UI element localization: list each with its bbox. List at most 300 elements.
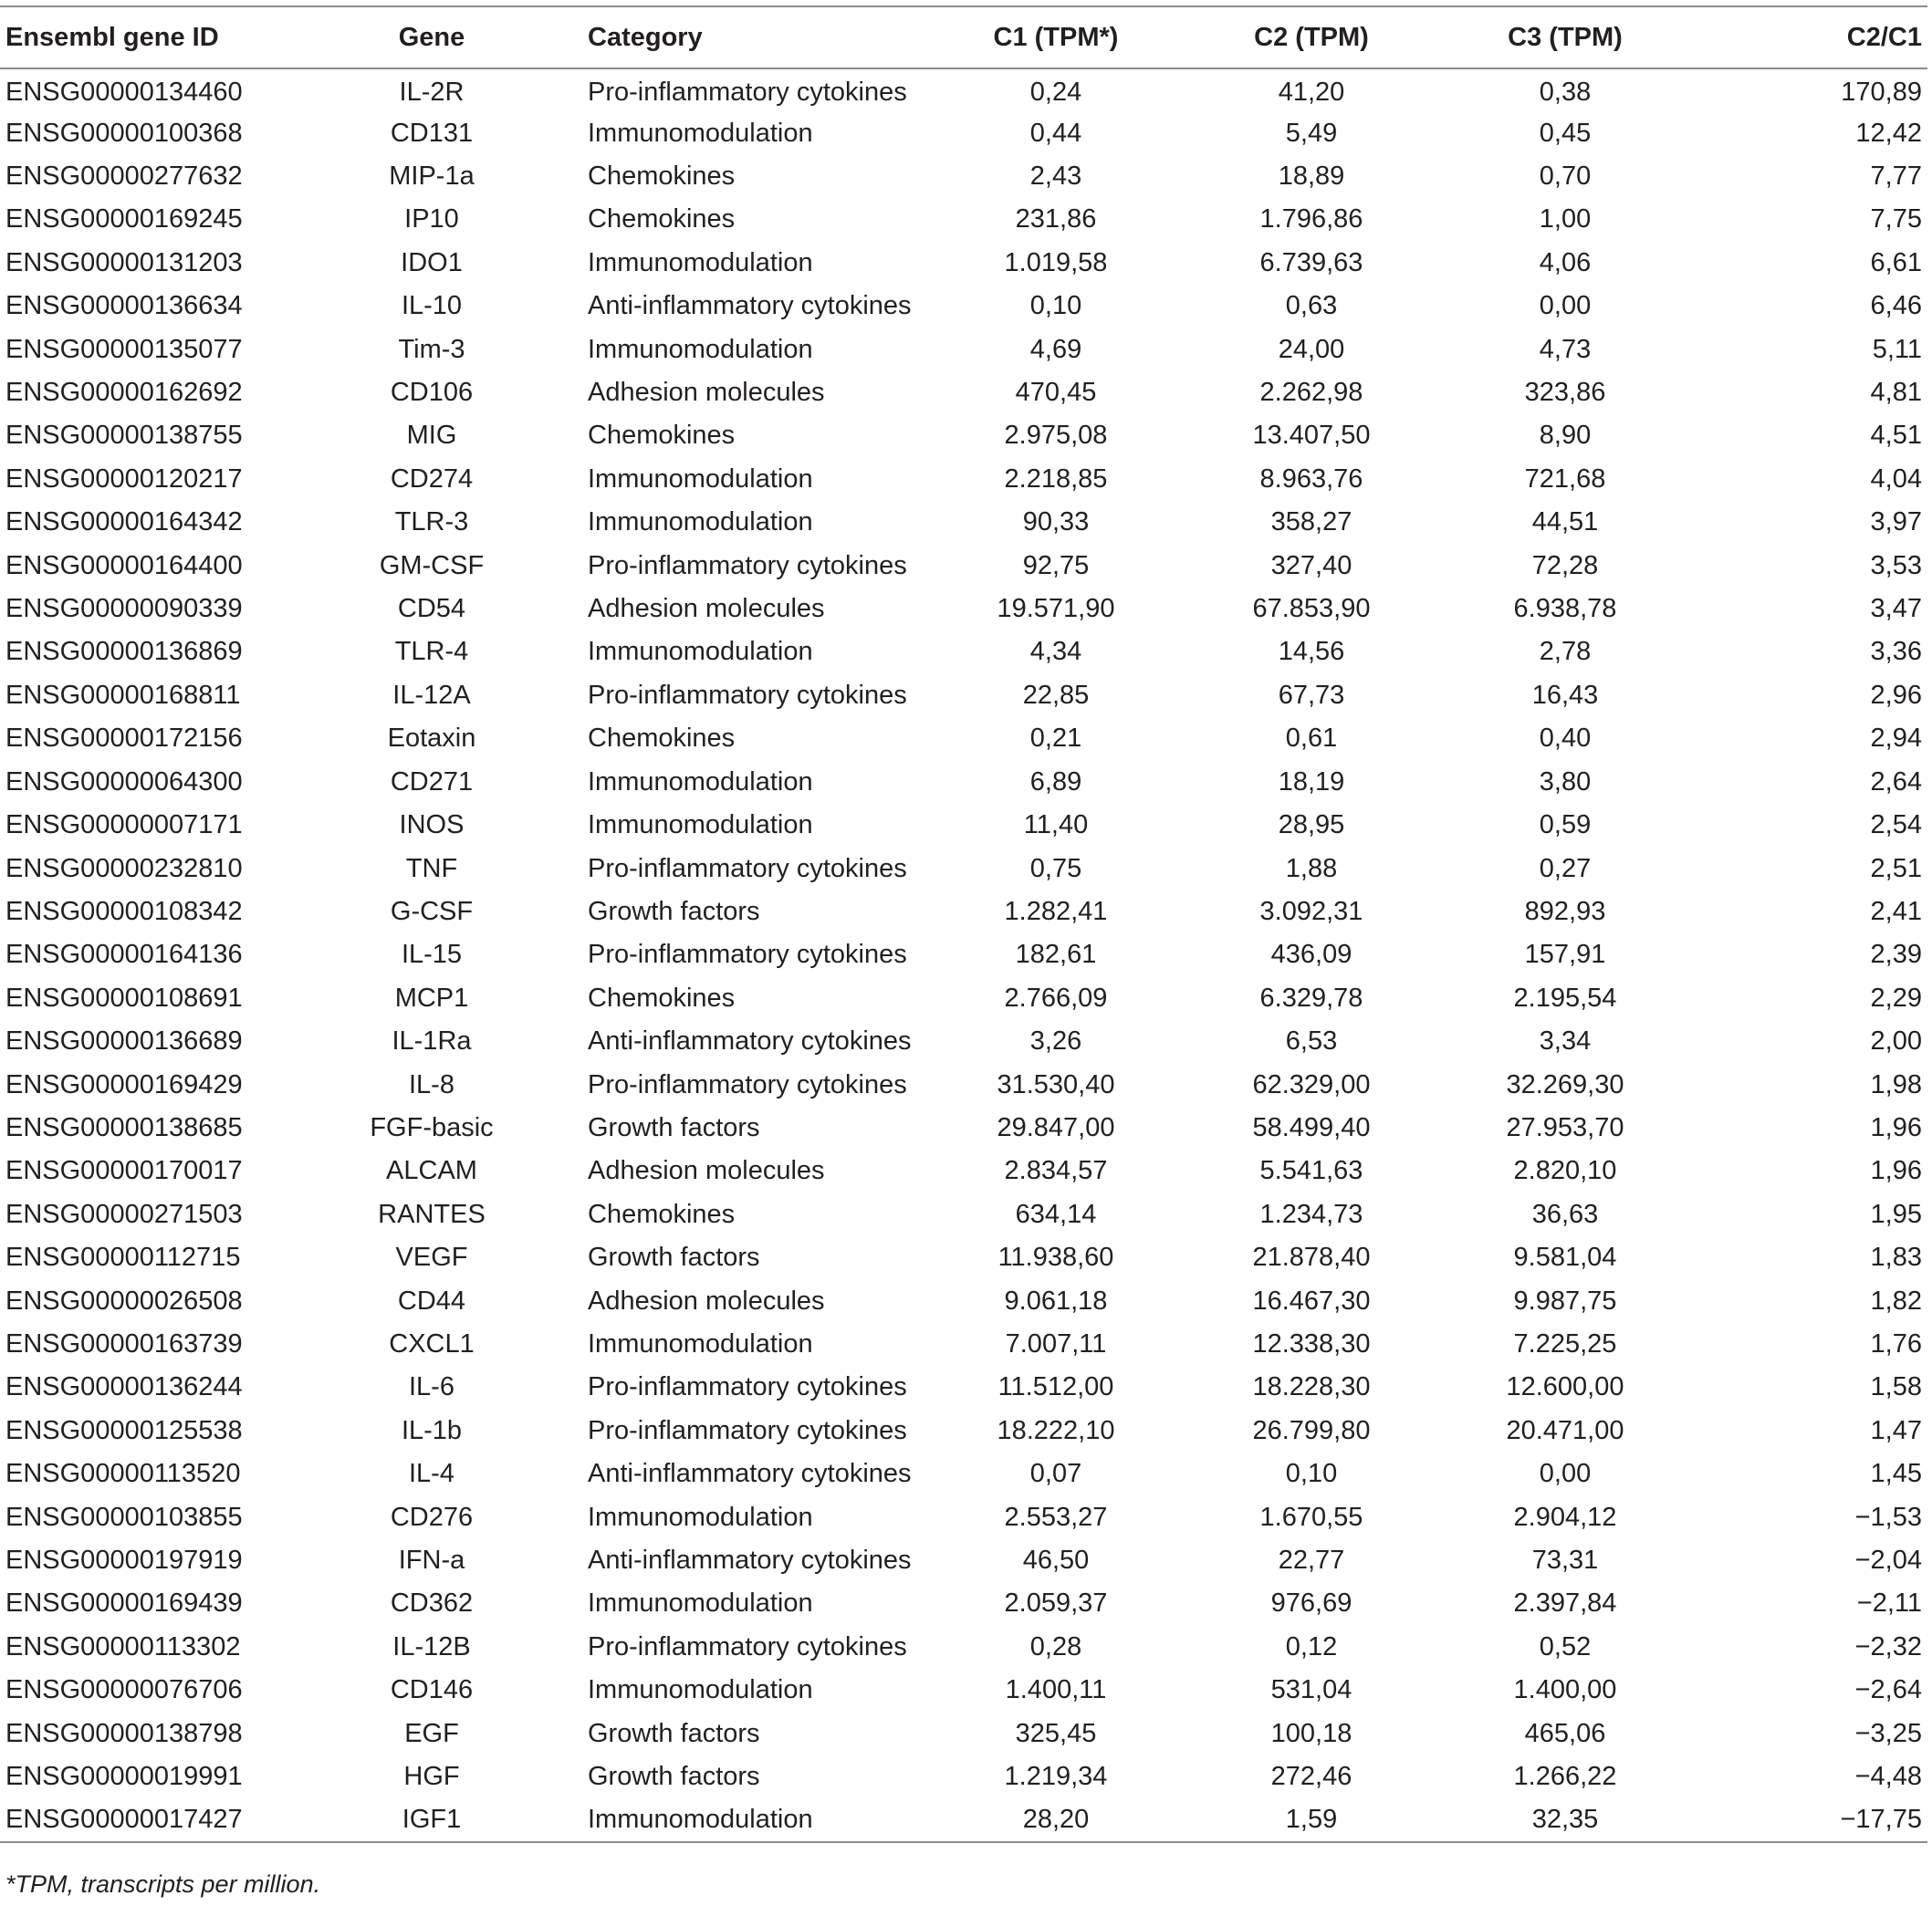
table-row [0, 1453, 1927, 1495]
cell-c3: 73,31 [1531, 1546, 1599, 1576]
cell-c1: 2.834,57 [1004, 1156, 1108, 1186]
cell-c1: 2.553,27 [1004, 1502, 1108, 1532]
cell-gene: VEGF [395, 1243, 468, 1273]
table-row [0, 1410, 1927, 1453]
cell-ensembl-id: ENSG00000232810 [5, 853, 243, 883]
cell-ratio: 1,47 [1870, 1415, 1922, 1445]
cell-ensembl-id: ENSG00000169429 [5, 1069, 243, 1099]
cell-gene: MIP-1a [389, 161, 475, 192]
cell-c2: 21.878,40 [1252, 1243, 1371, 1273]
cell-c1: 2.059,37 [1004, 1588, 1108, 1619]
cell-ensembl-id: ENSG00000277632 [5, 161, 243, 192]
cell-c1: 9.061,18 [1004, 1286, 1108, 1316]
cell-ensembl-id: ENSG00000103855 [5, 1502, 243, 1532]
cell-c3: 1,00 [1539, 204, 1592, 234]
cell-gene: IL-6 [409, 1372, 454, 1402]
cell-c1: 29.847,00 [997, 1112, 1115, 1142]
cell-ensembl-id: ENSG00000138755 [5, 421, 243, 451]
cell-c3: 0,70 [1539, 161, 1592, 192]
cell-c1: 11,40 [1023, 810, 1089, 840]
cell-gene: MIG [406, 421, 457, 451]
cell-c2: 3.092,31 [1259, 896, 1363, 926]
cell-c3: 0,00 [1539, 1459, 1592, 1489]
cell-category: Immunomodulation [588, 1804, 813, 1834]
cell-gene: CXCL1 [389, 1328, 475, 1359]
cell-ratio: 1,96 [1870, 1156, 1922, 1186]
cell-ensembl-id: ENSG00000271503 [5, 1199, 243, 1229]
cell-c2: 100,18 [1270, 1718, 1352, 1748]
cell-category: Immunomodulation [588, 463, 813, 494]
table-row [0, 761, 1927, 804]
table-row [0, 674, 1927, 717]
cell-category: Adhesion molecules [588, 1156, 825, 1186]
cell-ratio: 3,47 [1870, 594, 1922, 624]
cell-ensembl-id: ENSG00000164136 [5, 940, 243, 970]
cell-c3: 36,63 [1531, 1199, 1599, 1229]
cell-c2: 12.338,30 [1252, 1328, 1371, 1359]
cell-gene: IL-10 [401, 291, 463, 321]
cell-c3: 4,06 [1539, 247, 1592, 277]
table-row [0, 1063, 1927, 1106]
cell-c2: 358,27 [1270, 507, 1352, 537]
cell-ratio: −2,32 [1854, 1631, 1922, 1661]
cell-category: Adhesion molecules [588, 594, 825, 624]
cell-ensembl-id: ENSG00000170017 [5, 1156, 243, 1186]
cell-ensembl-id: ENSG00000168811 [5, 680, 241, 710]
cell-gene: IL-1b [401, 1415, 463, 1445]
cell-c2: 272,46 [1270, 1762, 1352, 1792]
table-row [0, 111, 1927, 154]
cell-c1: 2.975,08 [1004, 421, 1108, 451]
cell-ratio: 4,81 [1870, 378, 1922, 408]
cell-c2: 62.329,00 [1252, 1069, 1371, 1099]
cell-ratio: 1,58 [1870, 1372, 1922, 1402]
cell-c3: 2.820,10 [1513, 1156, 1617, 1186]
cell-c3: 72,28 [1531, 550, 1599, 580]
cell-c3: 2.195,54 [1513, 983, 1617, 1013]
cell-c3: 0,40 [1539, 724, 1592, 754]
cell-gene: CD276 [390, 1502, 474, 1532]
cell-ratio: −2,11 [1856, 1588, 1922, 1619]
cell-category: Anti-inflammatory cytokines [588, 1026, 912, 1057]
cell-c1: 634,14 [1015, 1199, 1097, 1229]
table-row [0, 804, 1927, 847]
cell-category: Immunomodulation [588, 1328, 813, 1359]
cell-ratio: 6,61 [1870, 247, 1922, 277]
cell-c2: 0,63 [1285, 291, 1338, 321]
cell-c2: 24,00 [1278, 334, 1345, 364]
cell-c2: 22,77 [1278, 1546, 1345, 1576]
cell-c1: 0,24 [1029, 77, 1082, 107]
cell-ratio: 2,39 [1870, 940, 1922, 970]
cell-c3: 3,80 [1539, 766, 1592, 797]
table-row [0, 1366, 1927, 1409]
cell-gene: CD131 [390, 118, 474, 148]
table-row [0, 1020, 1927, 1063]
cell-category: Immunomodulation [588, 766, 813, 797]
table-row [0, 501, 1927, 544]
cell-ratio: 3,53 [1870, 550, 1922, 580]
cell-category: Growth factors [588, 896, 760, 926]
cell-c1: 325,45 [1015, 1718, 1097, 1748]
cell-c1: 90,33 [1022, 507, 1090, 537]
table-row [0, 68, 1927, 111]
cell-c2: 531,04 [1270, 1675, 1352, 1705]
cell-c1: 22,85 [1022, 680, 1090, 710]
cell-ratio: 1,76 [1870, 1328, 1922, 1359]
cell-gene: GM-CSF [379, 550, 485, 580]
cell-c2: 16.467,30 [1252, 1286, 1371, 1316]
table-row [0, 414, 1927, 457]
cell-gene: CD54 [397, 594, 466, 624]
table-row [0, 371, 1927, 414]
cell-gene: IP10 [404, 204, 459, 234]
cell-category: Pro-inflammatory cytokines [588, 77, 907, 107]
cell-c1: 7.007,11 [1005, 1328, 1107, 1359]
cell-category: Pro-inflammatory cytokines [588, 940, 907, 970]
cell-ensembl-id: ENSG00000100368 [5, 118, 243, 148]
cell-gene: CD274 [390, 463, 474, 494]
cell-c2: 18,19 [1278, 766, 1345, 797]
cell-c2: 58.499,40 [1252, 1112, 1371, 1142]
cell-category: Growth factors [588, 1762, 760, 1792]
cell-c1: 0,28 [1029, 1631, 1082, 1661]
cell-gene: MCP1 [394, 983, 469, 1013]
cell-c3: 0,38 [1539, 77, 1592, 107]
cell-ratio: 5,11 [1872, 334, 1922, 364]
cell-c3: 892,93 [1524, 896, 1606, 926]
cell-category: Chemokines [588, 161, 736, 192]
cell-c2: 6.739,63 [1259, 247, 1363, 277]
cell-c1: 4,34 [1029, 637, 1082, 667]
cell-ratio: −4,48 [1854, 1762, 1922, 1792]
cell-ensembl-id: ENSG00000134460 [5, 77, 243, 107]
cell-ensembl-id: ENSG00000113520 [5, 1459, 241, 1489]
table-row [0, 1712, 1927, 1755]
cell-c3: 8,90 [1539, 421, 1592, 451]
table-row [0, 891, 1927, 933]
cell-c2: 5.541,63 [1259, 1156, 1363, 1186]
cell-ensembl-id: ENSG00000120217 [5, 463, 243, 494]
cell-c2: 0,61 [1285, 724, 1338, 754]
table-row [0, 1323, 1927, 1366]
cell-ensembl-id: ENSG00000164342 [5, 507, 243, 537]
cell-c3: 0,00 [1539, 291, 1592, 321]
table-body [0, 68, 1927, 1842]
table-row [0, 1669, 1927, 1712]
cell-gene: ALCAM [386, 1156, 477, 1186]
cell-c2: 436,09 [1270, 940, 1352, 970]
cell-gene: IL-2R [399, 77, 465, 107]
cell-category: Pro-inflammatory cytokines [588, 1069, 907, 1099]
cell-ratio: 1,83 [1870, 1243, 1922, 1273]
cell-category: Immunomodulation [588, 507, 813, 537]
cell-gene: G-CSF [390, 896, 474, 926]
header-c1: C1 (TPM*) [993, 22, 1119, 52]
cell-gene: TNF [405, 853, 458, 883]
cell-ratio: 2,94 [1870, 724, 1922, 754]
cell-ratio: 2,54 [1870, 810, 1922, 840]
cell-ensembl-id: ENSG00000162692 [5, 378, 243, 408]
cell-ensembl-id: ENSG00000090339 [5, 594, 243, 624]
table-footnote: *TPM, transcripts per million. [5, 1870, 321, 1898]
cell-category: Adhesion molecules [588, 1286, 825, 1316]
cell-gene: IL-8 [409, 1069, 454, 1099]
cell-c3: 1.400,00 [1513, 1675, 1617, 1705]
table-row [0, 242, 1927, 285]
cell-c3: 2.904,12 [1513, 1502, 1617, 1532]
cell-c2: 1,88 [1285, 853, 1338, 883]
cell-category: Pro-inflammatory cytokines [588, 1372, 907, 1402]
cell-c2: 18.228,30 [1252, 1372, 1371, 1402]
header-c2: C2 (TPM) [1254, 22, 1369, 52]
header-ensembl-id: Ensembl gene ID [5, 22, 219, 52]
cell-c2: 1.796,86 [1259, 204, 1363, 234]
cell-gene: RANTES [378, 1199, 486, 1229]
cell-ensembl-id: ENSG00000064300 [5, 766, 243, 797]
table-row [0, 1107, 1927, 1150]
cell-c1: 2.218,85 [1004, 463, 1108, 494]
cell-category: Anti-inflammatory cytokines [588, 1459, 912, 1489]
cell-c1: 11.938,60 [997, 1243, 1114, 1273]
cell-ratio: −17,75 [1840, 1804, 1922, 1834]
cell-ratio: 1,96 [1870, 1112, 1922, 1142]
cell-ratio: 2,96 [1870, 680, 1922, 710]
cell-ensembl-id: ENSG00000112715 [5, 1243, 241, 1273]
cell-category: Immunomodulation [588, 1675, 813, 1705]
cell-c3: 44,51 [1531, 507, 1599, 537]
cell-ratio: 2,64 [1870, 766, 1922, 797]
cell-ensembl-id: ENSG00000138685 [5, 1112, 243, 1142]
cell-c1: 470,45 [1015, 378, 1097, 408]
table-row [0, 1755, 1927, 1798]
cell-gene: CD146 [390, 1675, 474, 1705]
cell-c3: 32,35 [1531, 1804, 1599, 1834]
cell-c1: 1.019,58 [1004, 247, 1108, 277]
cell-c2: 1,59 [1285, 1804, 1338, 1834]
cell-category: Anti-inflammatory cytokines [588, 291, 912, 321]
cell-gene: IL-1Ra [392, 1026, 472, 1057]
cell-c3: 0,59 [1539, 810, 1592, 840]
cell-c3: 9.987,75 [1513, 1286, 1617, 1316]
cell-ratio: −1,53 [1854, 1502, 1922, 1532]
cell-category: Growth factors [588, 1718, 760, 1748]
cell-c2: 6,53 [1285, 1026, 1338, 1057]
cell-ensembl-id: ENSG00000108342 [5, 896, 243, 926]
cell-c2: 5,49 [1285, 118, 1338, 148]
cell-c2: 976,69 [1270, 1588, 1352, 1619]
table-row [0, 933, 1927, 976]
cell-ratio: 1,98 [1870, 1069, 1922, 1099]
cell-c2: 0,12 [1285, 1631, 1338, 1661]
cell-c3: 0,45 [1539, 118, 1592, 148]
cell-c3: 32.269,30 [1506, 1069, 1624, 1099]
cell-c3: 16,43 [1531, 680, 1599, 710]
cell-category: Immunomodulation [588, 247, 813, 277]
cell-c2: 28,95 [1278, 810, 1345, 840]
cell-c1: 46,50 [1022, 1546, 1090, 1576]
cell-c2: 26.799,80 [1252, 1415, 1371, 1445]
cell-c2: 14,56 [1278, 637, 1345, 667]
table-row [0, 847, 1927, 890]
cell-c1: 3,26 [1029, 1026, 1082, 1057]
table-row [0, 1236, 1927, 1279]
cell-c1: 0,07 [1029, 1459, 1082, 1489]
cell-ratio: 2,51 [1870, 853, 1922, 883]
cell-c1: 1.219,34 [1004, 1762, 1108, 1792]
table-row [0, 544, 1927, 587]
cell-ratio: 12,42 [1855, 118, 1922, 148]
cell-ratio: −2,04 [1854, 1546, 1922, 1576]
cell-gene: CD362 [390, 1588, 474, 1619]
cell-c2: 18,89 [1278, 161, 1345, 192]
cell-c3: 3,34 [1539, 1026, 1592, 1057]
cell-ratio: 1,82 [1870, 1286, 1922, 1316]
cell-gene: IL-4 [409, 1459, 454, 1489]
cell-category: Chemokines [588, 421, 736, 451]
cell-c3: 6.938,78 [1513, 594, 1617, 624]
table-row [0, 1193, 1927, 1236]
cell-category: Anti-inflammatory cytokines [588, 1546, 912, 1576]
cell-ensembl-id: ENSG00000136869 [5, 637, 243, 667]
cell-c1: 0,44 [1029, 118, 1082, 148]
cell-c1: 28,20 [1022, 1804, 1090, 1834]
cell-gene: Eotaxin [387, 724, 476, 754]
table-row [0, 717, 1927, 760]
table-row [0, 458, 1927, 501]
table-row [0, 1279, 1927, 1322]
cell-ensembl-id: ENSG00000138798 [5, 1718, 243, 1748]
cell-c1: 19.571,90 [997, 594, 1115, 624]
table-row [0, 1798, 1927, 1841]
cell-gene: IFN-a [398, 1546, 465, 1576]
cell-ratio: −2,64 [1854, 1675, 1922, 1705]
cell-c3: 323,86 [1524, 378, 1606, 408]
cell-c1: 1.400,11 [1005, 1675, 1107, 1705]
table-row [0, 977, 1927, 1020]
cell-category: Immunomodulation [588, 334, 813, 364]
cell-c1: 2.766,09 [1004, 983, 1108, 1013]
gene-expression-table [0, 5, 1927, 1843]
cell-c1: 6,89 [1029, 766, 1082, 797]
cell-category: Pro-inflammatory cytokines [588, 853, 907, 883]
cell-ensembl-id: ENSG00000017427 [5, 1804, 243, 1834]
cell-c3: 4,73 [1539, 334, 1592, 364]
table-row [0, 1626, 1927, 1669]
cell-c3: 2,78 [1539, 637, 1592, 667]
cell-ensembl-id: ENSG00000113302 [5, 1631, 241, 1661]
cell-ratio: 1,45 [1870, 1459, 1922, 1489]
cell-gene: TLR-3 [394, 507, 469, 537]
cell-category: Growth factors [588, 1112, 760, 1142]
cell-gene: IL-12B [392, 1631, 471, 1661]
cell-ensembl-id: ENSG00000136634 [5, 291, 243, 321]
cell-c2: 13.407,50 [1252, 421, 1371, 451]
cell-ratio: 2,29 [1870, 983, 1922, 1013]
cell-category: Pro-inflammatory cytokines [588, 680, 907, 710]
table-row [0, 1539, 1927, 1582]
cell-ensembl-id: ENSG00000136689 [5, 1026, 243, 1057]
cell-ensembl-id: ENSG00000169439 [5, 1588, 243, 1619]
cell-c2: 6.329,78 [1259, 983, 1363, 1013]
cell-c3: 2.397,84 [1513, 1588, 1617, 1619]
cell-c3: 20.471,00 [1506, 1415, 1624, 1445]
header-gene: Gene [398, 22, 465, 52]
table-row [0, 285, 1927, 328]
cell-ensembl-id: ENSG00000169245 [5, 204, 243, 234]
cell-c3: 157,91 [1524, 940, 1606, 970]
cell-category: Pro-inflammatory cytokines [588, 1631, 907, 1661]
cell-c2: 1.670,55 [1259, 1502, 1363, 1532]
cell-category: Pro-inflammatory cytokines [588, 550, 907, 580]
cell-category: Immunomodulation [588, 1502, 813, 1532]
cell-ratio: 2,41 [1870, 896, 1922, 926]
cell-c3: 721,68 [1524, 463, 1606, 494]
cell-c1: 18.222,10 [997, 1415, 1115, 1445]
cell-category: Chemokines [588, 1199, 736, 1229]
cell-c1: 92,75 [1022, 550, 1090, 580]
table-row [0, 155, 1927, 198]
cell-c1: 4,69 [1029, 334, 1082, 364]
cell-c2: 8.963,76 [1259, 463, 1363, 494]
cell-c1: 0,21 [1029, 724, 1082, 754]
cell-category: Pro-inflammatory cytokines [588, 1415, 907, 1445]
table-row [0, 198, 1927, 241]
cell-c2: 67,73 [1278, 680, 1345, 710]
cell-ensembl-id: ENSG00000197919 [5, 1546, 243, 1576]
cell-c3: 0,52 [1539, 1631, 1592, 1661]
cell-ensembl-id: ENSG00000007171 [5, 810, 243, 840]
cell-ensembl-id: ENSG00000136244 [5, 1372, 243, 1402]
cell-ensembl-id: ENSG00000026508 [5, 1286, 243, 1316]
cell-c1: 231,86 [1015, 204, 1097, 234]
table-row [0, 1582, 1927, 1625]
cell-c1: 31.530,40 [997, 1069, 1115, 1099]
cell-c2: 1.234,73 [1259, 1199, 1363, 1229]
cell-category: Chemokines [588, 724, 736, 754]
cell-category: Growth factors [588, 1243, 760, 1273]
cell-ratio: 4,04 [1870, 463, 1922, 494]
cell-gene: IL-12A [392, 680, 471, 710]
header-ratio: C2/C1 [1846, 22, 1922, 52]
cell-c1: 2,43 [1029, 161, 1082, 192]
cell-ratio: 7,77 [1870, 161, 1922, 192]
cell-gene: FGF-basic [370, 1112, 494, 1142]
cell-ensembl-id: ENSG00000163739 [5, 1328, 243, 1359]
cell-c3: 465,06 [1524, 1718, 1606, 1748]
cell-c1: 0,10 [1029, 291, 1082, 321]
cell-c2: 327,40 [1270, 550, 1352, 580]
cell-gene: CD271 [390, 766, 474, 797]
cell-c3: 27.953,70 [1506, 1112, 1624, 1142]
cell-gene: CD44 [397, 1286, 466, 1316]
cell-c1: 0,75 [1029, 853, 1082, 883]
cell-category: Immunomodulation [588, 637, 813, 667]
cell-gene: INOS [399, 810, 465, 840]
cell-category: Chemokines [588, 204, 736, 234]
table-row [0, 630, 1927, 673]
cell-gene: TLR-4 [394, 637, 469, 667]
cell-ratio: 6,46 [1870, 291, 1922, 321]
cell-ensembl-id: ENSG00000131203 [5, 247, 243, 277]
cell-ensembl-id: ENSG00000125538 [5, 1415, 243, 1445]
cell-ensembl-id: ENSG00000076706 [5, 1675, 243, 1705]
cell-category: Immunomodulation [588, 118, 813, 148]
cell-ensembl-id: ENSG00000019991 [5, 1762, 243, 1792]
cell-category: Adhesion molecules [588, 378, 825, 408]
header-category: Category [588, 22, 703, 52]
cell-c3: 7.225,25 [1513, 1328, 1617, 1359]
